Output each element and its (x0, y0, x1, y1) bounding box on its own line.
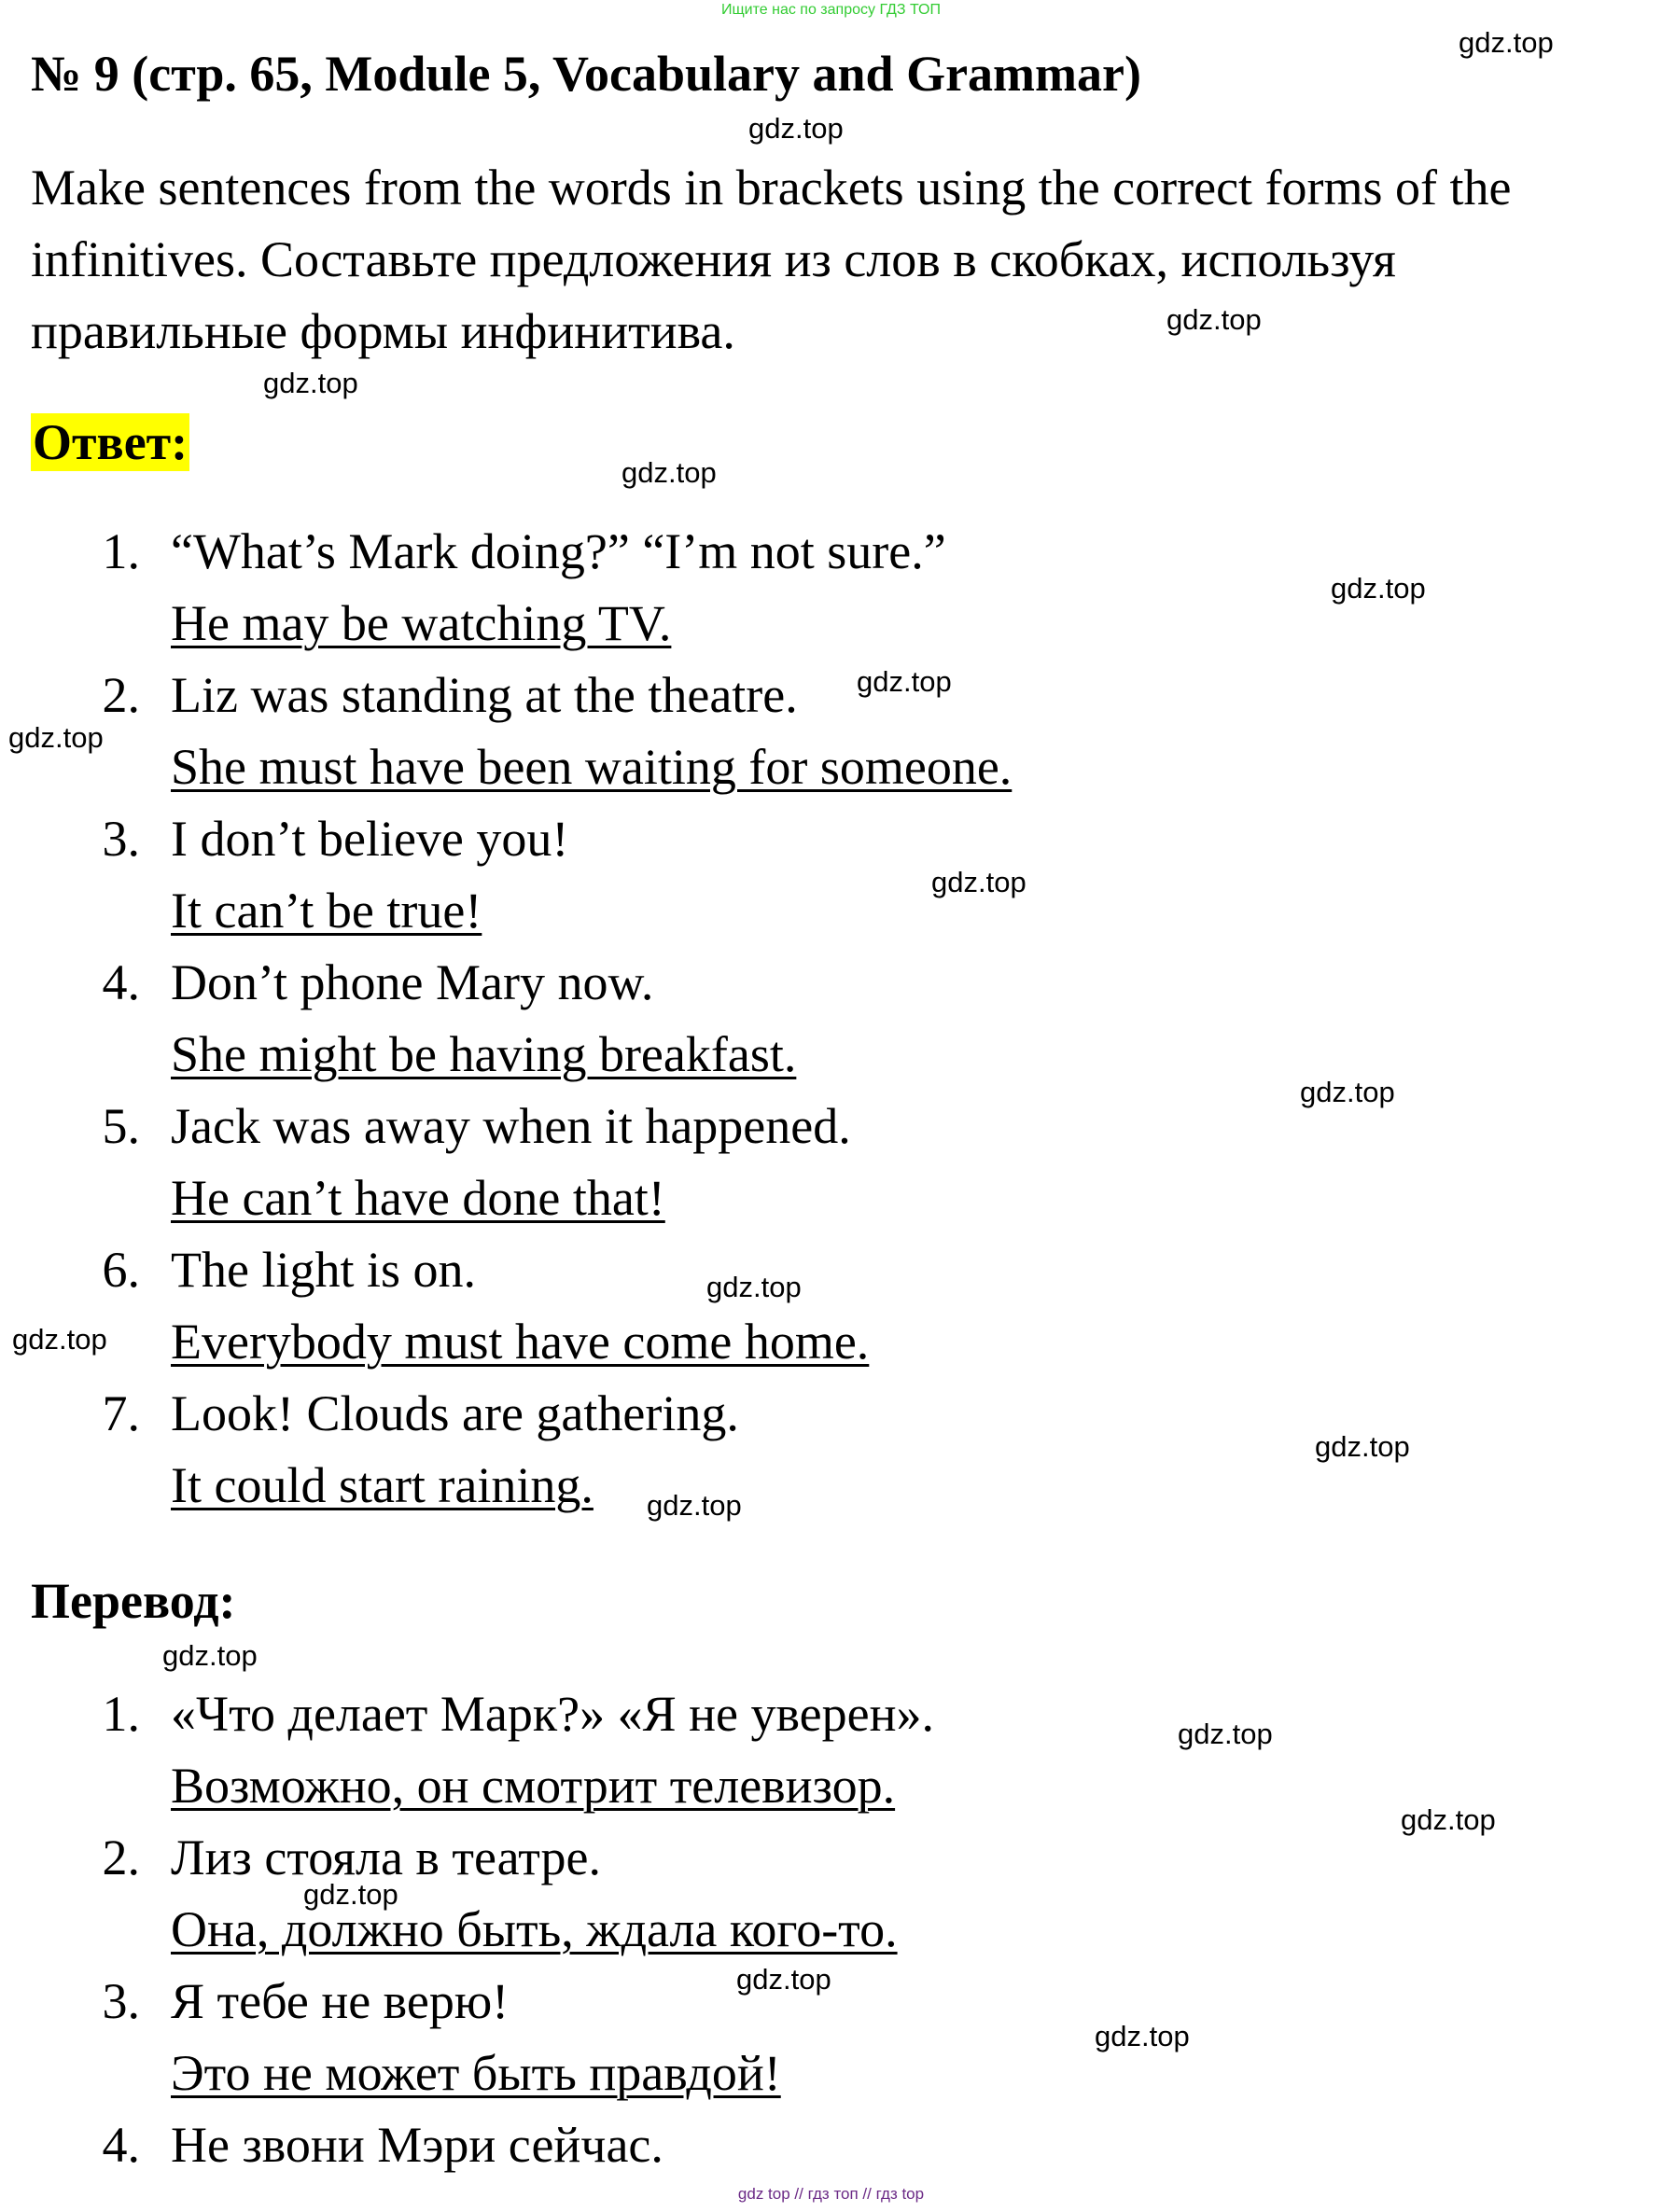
watermark: gdz.top (647, 1489, 742, 1522)
translation-question: Не звони Мэри сейчас. (171, 2117, 663, 2173)
answer-question: Liz was standing at the theatre. (171, 667, 798, 723)
translation-text: Она, должно быть, ждала кого-то. (171, 1901, 898, 1957)
watermark: gdz.top (1401, 1803, 1496, 1836)
list-item-number: 7. (102, 1385, 140, 1441)
list-item-number: 2. (102, 1829, 140, 1885)
watermark: gdz.top (748, 112, 844, 145)
answer-question: Look! Clouds are gathering. (171, 1385, 739, 1441)
translation-question: Я тебе не верю! (171, 1973, 510, 2029)
watermark: gdz.top (12, 1323, 107, 1356)
list-item-number: 1. (102, 523, 140, 579)
answer-question: The light is on. (171, 1242, 476, 1298)
watermark: gdz.top (1166, 303, 1262, 336)
answer-label: Ответ: (33, 414, 189, 470)
list-item-number: 4. (102, 2117, 140, 2173)
translation-text: Это не может быть правдой! (171, 2045, 781, 2101)
answer-question: “What’s Mark doing?” “I’m not sure.” (171, 523, 946, 579)
watermark: gdz.top (857, 665, 952, 698)
answer-text: It can’t be true! (171, 883, 482, 939)
translation-question: «Что делает Марк?» «Я не уверен». (171, 1686, 934, 1742)
watermark: gdz.top (736, 1963, 831, 1996)
watermark: gdz.top (162, 1639, 258, 1672)
watermark: gdz.top (622, 456, 717, 489)
instruction-line-3: правильные формы инфинитива. (31, 303, 735, 359)
list-item-number: 6. (102, 1242, 140, 1298)
page-title: № 9 (стр. 65, Module 5, Vocabulary and Grammar) (31, 46, 1141, 102)
answer-question: I don’t believe you! (171, 811, 569, 867)
list-item-number: 5. (102, 1098, 140, 1154)
answer-text: He can’t have done that! (171, 1170, 665, 1226)
watermark: gdz.top (263, 367, 358, 399)
answer-question: Jack was away when it happened. (171, 1098, 851, 1154)
instruction-line-1: Make sentences from the words in brackets using the correct forms of the (31, 160, 1512, 216)
list-item-number: 2. (102, 667, 140, 723)
answer-text: It could start raining. (171, 1457, 594, 1513)
watermark: gdz.top (1331, 572, 1426, 605)
answer-text: She must have been waiting for someone. (171, 739, 1013, 795)
answer-text: Everybody must have come home. (171, 1314, 870, 1370)
answer-text: He may be watching TV. (171, 595, 672, 651)
watermark: gdz.top (1095, 2020, 1190, 2052)
list-item-number: 3. (102, 1973, 140, 2029)
list-item-number: 1. (102, 1686, 140, 1742)
answer-text: She might be having breakfast. (171, 1026, 797, 1082)
watermark: gdz.top (1459, 26, 1554, 59)
translation-question: Лиз стояла в театре. (171, 1829, 601, 1885)
instruction-line-2: infinitives. Составьте предложения из слов в скобках, используя (31, 231, 1396, 287)
translation-text: Возможно, он смотрит телевизор. (171, 1758, 896, 1814)
watermark: gdz.top (931, 866, 1027, 898)
watermark: gdz.top (1300, 1076, 1395, 1108)
footer: gdz top // гдз топ // гдз top (737, 2185, 925, 2203)
top-banner: Ищите нас по запросу ГДЗ ТОП (721, 2, 941, 18)
list-item-number: 3. (102, 811, 140, 867)
translation-label: Перевод: (31, 1573, 236, 1629)
watermark: gdz.top (303, 1878, 398, 1911)
watermark: gdz.top (8, 721, 104, 754)
watermark: gdz.top (706, 1271, 802, 1303)
watermark: gdz.top (1178, 1718, 1273, 1750)
answer-question: Don’t phone Mary now. (171, 954, 654, 1010)
watermark: gdz.top (1315, 1430, 1410, 1463)
list-item-number: 4. (102, 954, 140, 1010)
